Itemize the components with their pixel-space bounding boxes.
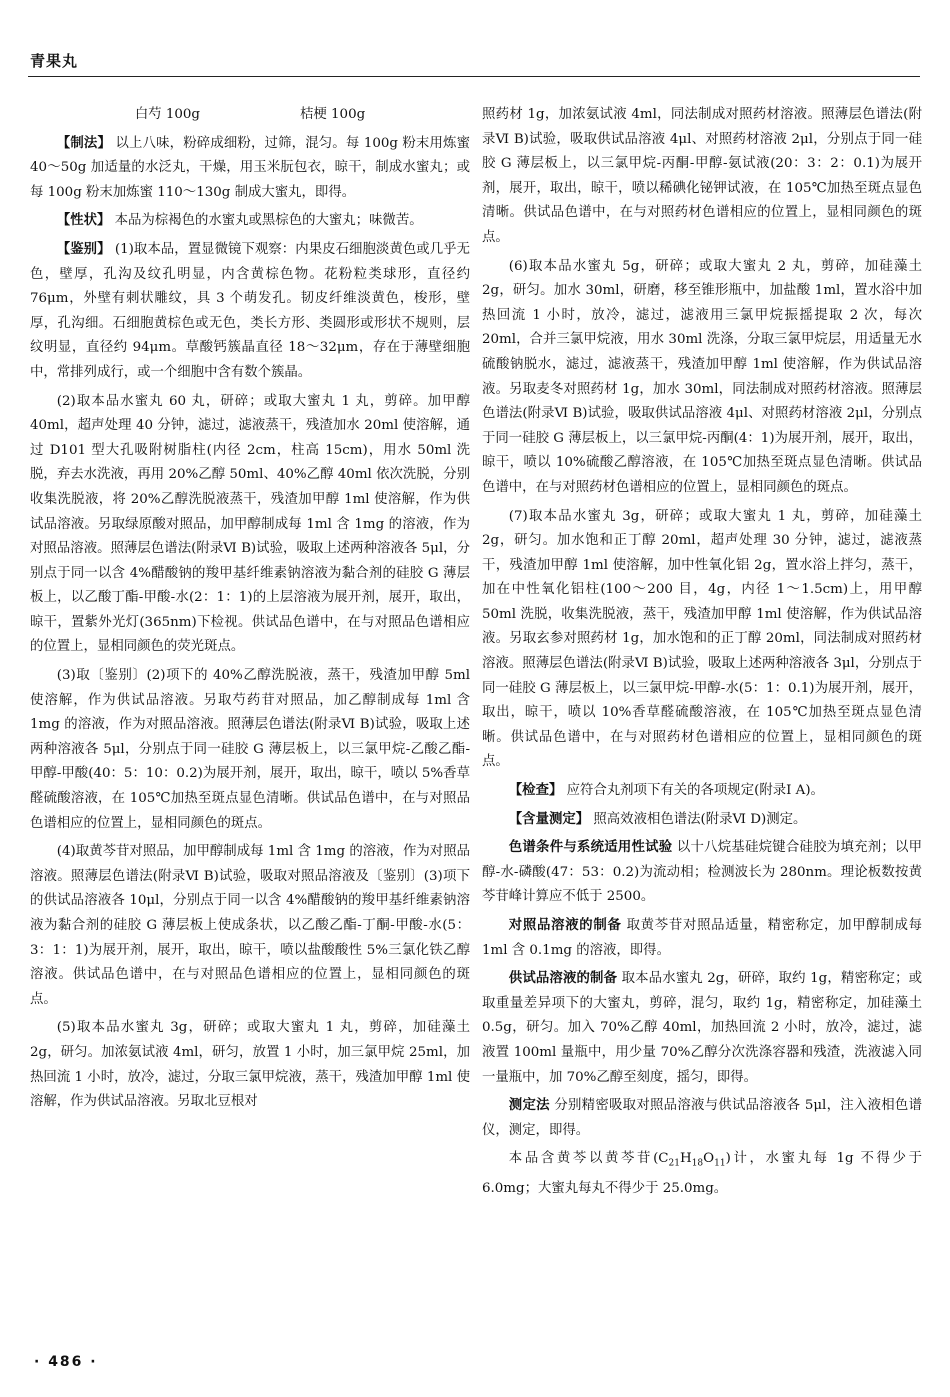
properties-label: 【性状】 bbox=[56, 213, 111, 229]
assay-text: 照高效液相色谱法(附录Ⅵ D)测定。 bbox=[593, 811, 807, 827]
identification-label: 【鉴别】 bbox=[56, 241, 111, 257]
identification-p4: (4)取黄芩苷对照品，加甲醇制成每 1ml 含 1mg 的溶液，作为对照品溶液。照薄层色谱法(附录Ⅵ B)试验，吸取对照品溶液及〔鉴别〕(3)项下的供试品溶液各 10μl，分别点于同一以含 4%醋酸钠的羧甲基纤维素钠溶液为黏合剂的硅胶 G 薄层板上使成条状，以乙酸乙酯-丁酮-甲酸-水(5：3：1：1)为展开剂，展开，取出，晾干，喷以盐酸酸性 5%三氯化铁乙醇溶液。供试品色谱中，在与对照品色谱相应的位置上，显相同颜色的斑点。 bbox=[30, 844, 470, 1007]
method-section bbox=[30, 132, 470, 206]
left-column bbox=[30, 103, 470, 1119]
assay-section bbox=[482, 808, 922, 833]
formula-o: O bbox=[703, 1151, 715, 1167]
identification-p1: (1)取本品，置显微镜下观察：内果皮石细胞淡黄色或几乎无色，壁厚，孔沟及纹孔明显，内含黄棕色物。花粉粒类球形，直径约 76μm，外壁有刺状雕纹，具 3 个萌发孔。韧皮纤维淡黄色，梭形，壁厚，孔沟细。石细胞黄棕色或无色，类长方形、类圆形或形状不规则，层纹明显，直径约 94μm。草酸钙簇晶直径 18～32μm，存在于薄壁细胞中，常排列成行，或一个细胞中含有数个簇晶。 bbox=[30, 241, 470, 380]
test-prep-label: 供试品溶液的制备 bbox=[508, 971, 618, 987]
method-label: 【制法】 bbox=[56, 135, 112, 151]
test-prep-text: 取本品水蜜丸 2g，研碎，取约 1g，精密称定；或取重量差异项下的大蜜丸，剪碎，混匀，取约 1g，精密称定，加硅藻土 0.5g，研匀。加入 70%乙醇 40ml，加热回流 2 小时，放冷，滤过，滤液置 100ml 量瓶中，用少量 70%乙醇分次洗涤容器和残渣，洗液滤入同一量瓶中，加 70%乙醇至刻度，摇匀，即得。 bbox=[482, 971, 923, 1085]
reference-prep-label: 对照品溶液的制备 bbox=[508, 918, 622, 933]
identification-p6: (6)取本品水蜜丸 5g，研碎；或取大蜜丸 2 丸，剪碎，加硅藻土 2g，研匀。加水 30ml，研磨，移至锥形瓶中，加盐酸 1ml，置水浴中加热回流 1 小时，放冷，滤过，滤液用三氯甲烷振摇提取 2 次，每次 20ml，合并三氯甲烷液，用水 30ml 洗涤，分取三氯甲烷层，用适量无水硫酸钠脱水，滤过，滤液蒸干，残渣加甲醇 1ml 使溶解，作为供试品溶液。另取麦冬对照药材 1g，加水 30ml，同法制成对照药材溶液。照薄层色谱法(附录Ⅵ B)试验，吸取供试品溶液 4μl、对照药材溶液 2μl，分别点于同一硅胶 G 薄层板上，以三氯甲烷-丙酮(4：1)为展开剂，展开，取出，晾干，喷以 10%硫酸乙醇溶液，在 105℃加热至斑点显色清晰。供试品色谱中，在与对照药材色谱相应的位置上，显相同颜色的斑点。 bbox=[482, 258, 922, 495]
measurement-label: 测定法 bbox=[508, 1098, 550, 1114]
right-column bbox=[482, 103, 922, 1205]
reference-solution-prep bbox=[482, 914, 922, 963]
identification-p3: (3)取〔鉴别〕(2)项下的 40%乙醇洗脱液，蒸干，残渣加甲醇 5ml 使溶解，作为供试品溶液。另取芍药苷对照品，加乙醇制成每 1ml 含 1mg 的溶液，作为对照品溶液。照薄层色谱法(附录Ⅵ B)试验，吸取上述两种溶液各 5μl，分别点于同一硅胶 G 薄层板上，以三氯甲烷-乙酸乙酯-甲醇-甲酸(40：5：10：0.2)为展开剂，展开，取出，晾干，喷以 5%香草醛硫酸溶液，在 105℃加热至斑点显色清晰。供试品色谱中，在与对照品色谱相应的位置上，显相同颜色的斑点。 bbox=[30, 668, 470, 831]
method-text: 以上八味，粉碎成细粉，过筛，混匀。每 100g 粉末用炼蜜 40～50g 加适量的水泛丸，干燥，用玉米朊包衣，晾干，制成水蜜丸；或每 100g 粉末加炼蜜 110～130g 制成大蜜丸，即得。 bbox=[30, 135, 470, 200]
check-label: 【检查】 bbox=[508, 783, 563, 799]
check-text: 应符合丸剂项下有关的各项规定(附录Ⅰ A)。 bbox=[566, 783, 824, 799]
ingredient-jiegeng: 桔梗 100g bbox=[300, 107, 366, 122]
formula-o-count: 11 bbox=[714, 1159, 726, 1170]
content-limit-b: )计，水蜜丸每 1g 不得少于 6.0mg；大蜜丸每丸不得少于 25.0mg。 bbox=[482, 1151, 922, 1196]
formula-h-count: 18 bbox=[691, 1159, 704, 1170]
running-title: 青果丸 bbox=[30, 52, 79, 70]
ingredient-baishao: 白芍 100g bbox=[134, 107, 200, 122]
formula-c-count: 21 bbox=[668, 1159, 680, 1170]
measurement-method bbox=[482, 1094, 922, 1143]
measurement-text: 分别精密吸取对照品溶液与供试品溶液各 5μl，注入液相色谱仪，测定，即得。 bbox=[482, 1098, 922, 1138]
content-limit bbox=[482, 1147, 922, 1201]
properties-section bbox=[30, 209, 470, 234]
page-number: · 486 · bbox=[34, 1354, 98, 1370]
test-solution-prep bbox=[482, 967, 922, 1090]
check-section bbox=[482, 779, 922, 804]
content-limit-a: 本品含黄芩以黄芩苷(C bbox=[508, 1151, 669, 1167]
assay-label: 【含量测定】 bbox=[508, 811, 590, 827]
properties-text: 本品为棕褐色的水蜜丸或黑棕色的大蜜丸；味微苦。 bbox=[114, 213, 423, 229]
header-rule bbox=[28, 76, 920, 77]
chromatography-conditions bbox=[482, 836, 922, 910]
reference-prep-text: 取黄芩苷对照品适量，精密称定，加甲醇制成每 1ml 含 0.1mg 的溶液，即得。 bbox=[482, 918, 922, 958]
identification-p5: (5)取本品水蜜丸 3g，研碎；或取大蜜丸 1 丸，剪碎，加硅藻土 2g，研匀。加浓氨试液 4ml，研匀，放置 1 小时，加三氯甲烷 25ml，加热回流 1 小时，放冷，滤过，分取三氯甲烷液，蒸干，残渣加甲醇 1ml 使溶解，作为供试品溶液。另取北豆根对 bbox=[30, 1020, 470, 1110]
identification-p2: (2)取本品水蜜丸 60 丸，研碎；或取大蜜丸 1 丸，剪碎。加甲醇 40ml，超声处理 40 分钟，滤过，滤液蒸干，残渣加水 20ml 使溶解，通过 D101 型大孔吸附树脂柱(内径 2cm，柱高 15cm)，用水 50ml 洗脱，弃去水洗液，再用 20%乙醇 50ml、40%乙醇 40ml 依次洗脱，分别收集洗脱液，将 20%乙醇洗脱液蒸干，残渣加甲醇 1ml 使溶解，作为供试品溶液。另取绿原酸对照品，加甲醇制成每 1ml 含 1mg 的溶液，作为对照品溶液。照薄层色谱法(附录Ⅵ B)试验，吸取上述两种溶液各 5μl，分别点于同一以含 4%醋酸钠的羧甲基纤维素钠溶液为黏合剂的硅胶 G 薄层板上，以乙酸丁酯-甲酸-水(2：1：1)的上层溶液为展开剂，展开，取出，晾干，置紫外光灯(365nm)下检视。供试品色谱中，在与对照品色谱相应的位置上，显相同颜色的荧光斑点。 bbox=[30, 393, 470, 655]
formula-h: H bbox=[680, 1151, 692, 1167]
chromatography-text: 以十八烷基硅烷键合硅胶为填充剂；以甲醇-水-磷酸(47：53：0.2)为流动相；检测波长为 280nm。理论板数按黄芩苷峰计算应不低于 2500。 bbox=[482, 840, 922, 905]
chromatography-label: 色谱条件与系统适用性试验 bbox=[508, 840, 673, 856]
identification-section bbox=[30, 238, 470, 386]
ingredient-line bbox=[30, 103, 470, 128]
identification-p7: (7)取本品水蜜丸 3g，研碎；或取大蜜丸 1 丸，剪碎，加硅藻土 2g，研匀。加水饱和正丁醇 20ml，超声处理 30 分钟，滤过，滤液蒸干，残渣加甲醇 1ml 使溶解，加中性氧化铝 2g，置水浴上拌匀，蒸干，加在中性氧化铝柱(100～200 目，4g，内径 1～1.5cm)上，用甲醇 50ml 洗脱，收集洗脱液，蒸干，残渣加甲醇 1ml 使溶解，作为供试品溶液。另取玄参对照药材 1g，加水饱和的正丁醇 20ml，同法制成对照药材溶液。照薄层色谱法(附录Ⅵ B)试验，吸取上述两种溶液各 3μl，分别点于同一硅胶 G 薄层板上，以三氯甲烷-甲醇-水(5：1：0.1)为展开剂，展开，取出，晾干，喷以 10%香草醛硫酸溶液，在 105℃加热至斑点显色清晰。供试品色谱中，在与对照药材色谱相应的位置上，显相同颜色的斑点。 bbox=[482, 508, 922, 770]
identification-p5-continued: 照药材 1g，加浓氨试液 4ml，同法制成对照药材溶液。照薄层色谱法(附录Ⅵ B)试验，吸取供试品溶液 4μl、对照药材溶液 2μl，分别点于同一硅胶 G 薄层板上，以三氯甲烷-丙酮-甲醇-氨试液(20：3：2：0.1)为展开剂，展开，取出，晾干，喷以稀碘化铋钾试液，在 105℃加热至斑点显色清晰。供试品色谱中，在与对照药材色谱相应的位置上，显相同颜色的斑点。 bbox=[482, 107, 922, 245]
